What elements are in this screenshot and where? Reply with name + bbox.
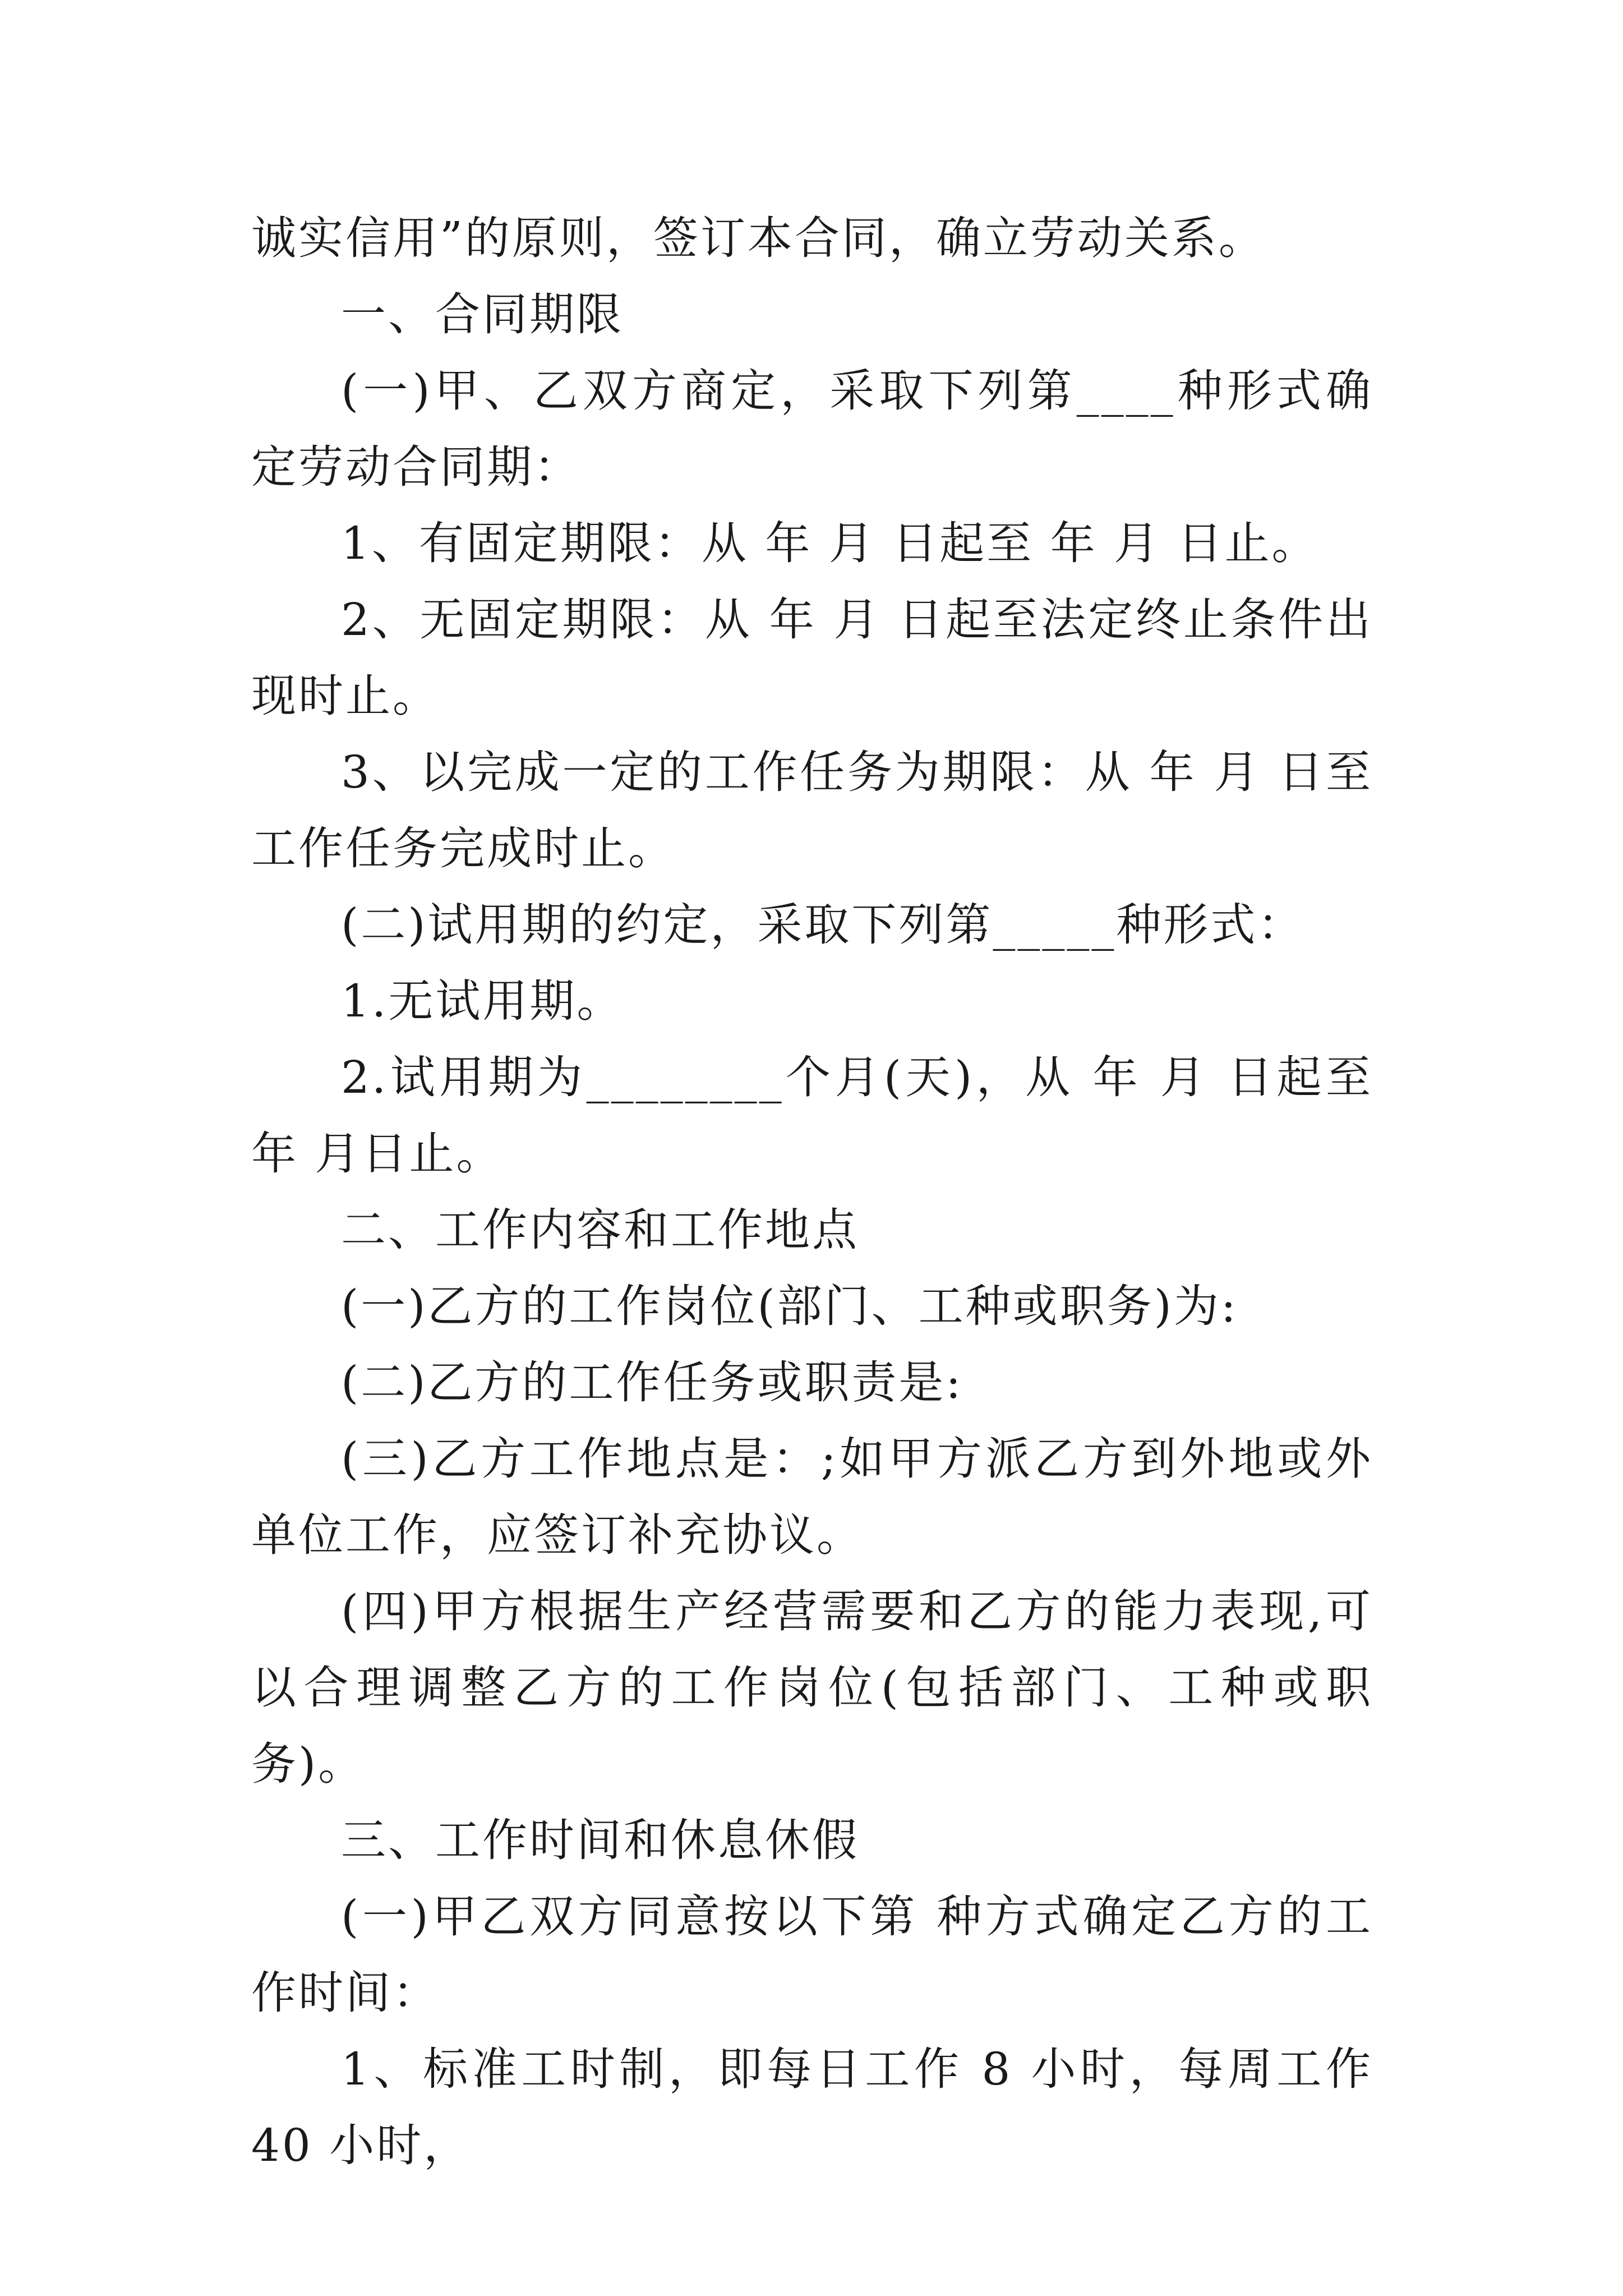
paragraph-standard-hours: 1、标准工时制，即每日工作 8 小时，每周工作 40 小时， <box>251 2043 1390 2171</box>
paragraph-position: (一)乙方的工作岗位(部门、工种或职务)为: <box>341 1280 1238 1332</box>
paragraph-no-probation: 1.无试用期。 <box>341 975 624 1027</box>
paragraph-probation-period: 2.试用期为________个月(天)，从 年 月 日起至 年 月日止。 <box>251 1051 1390 1180</box>
paragraph-fixed-term: 1、有固定期限：从 年 月 日起至 年 月 日止。 <box>341 517 1319 569</box>
paragraph-duties: (二)乙方的工作任务或职责是: <box>341 1356 963 1409</box>
paragraph-principle: 诚实信用”的原则，签订本合同，确立劳动关系。 <box>251 212 1266 264</box>
paragraph-open-term: 2、无固定期限：从 年 月 日起至法定终止条件出现时止。 <box>251 593 1373 722</box>
heading-work-content: 二、工作内容和工作地点 <box>341 1204 859 1256</box>
paragraph-work-location: (三)乙方工作地点是：;如甲方派乙方到外地或外单位工作，应签订补充协议。 <box>251 1433 1373 1561</box>
paragraph-hours-method: (一)甲乙双方同意按以下第 种方式确定乙方的工作时间： <box>251 1890 1373 2019</box>
paragraph-task-term: 3、以完成一定的工作任务为期限：从 年 月 日至 工作任务完成时止。 <box>251 746 1390 875</box>
contract-body <box>251 200 1390 2184</box>
paragraph-position-adjustment: (四)甲方根据生产经营需要和乙方的能力表现,可以合理调整乙方的工作岗位(包括部门、工种或职务)。 <box>251 1585 1373 1790</box>
paragraph-term-form: (一)甲、乙双方商定，采取下列第____种形式确定劳动合同期： <box>251 365 1373 493</box>
heading-working-hours: 三、工作时间和休息休假 <box>341 1814 859 1866</box>
paragraph-probation-form: (二)试用期的约定，采取下列第_____种形式： <box>341 899 1305 951</box>
heading-contract-term: 一、合同期限 <box>341 288 624 341</box>
